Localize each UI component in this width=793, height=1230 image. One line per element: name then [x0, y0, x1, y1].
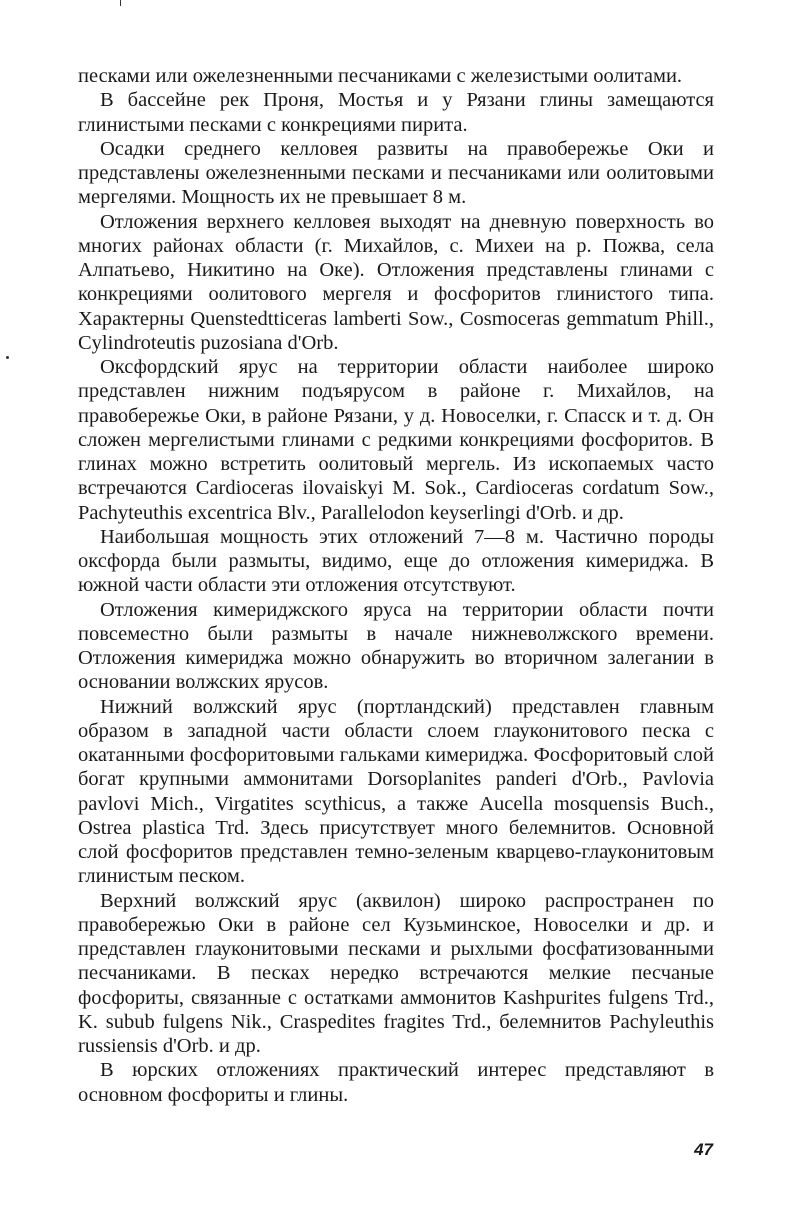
paragraph-1: песками или ожелезненными песчаниками с железистыми оолитами.: [78, 65, 683, 87]
paragraph-10: В юрских отложениях практический интерес представляют в основном фосфориты и глины.: [78, 1059, 714, 1106]
body-text: [78, 64, 714, 1107]
paragraph-3: Осадки среднего келловея развиты на правобережье Оки и представлены ожелезненными песками и песчаниками или оолитовыми мергелями. Мощность их не превышает 8 м.: [78, 137, 714, 209]
paragraph-7: Отложения кимериджского яруса на территории области почти повсеместно были размыты в начале нижневолжского времени. Отложения кимериджа можно обнаружить во вторичном залегании в основании волжских ярусов.: [78, 598, 714, 694]
paragraph-5: Оксфордский ярус на территории области наиболее широко представлен нижним подъярусом в районе г. Михайлов, на правобережье Оки, в районе Рязани, у д. Новоселки, г. Спасск и т. д. Он сложен мергелистыми глинами с редкими конкрециями фосфоритов. В глинах можно встретить оолитовый мергель. Из ископаемых часто встречаются Cardioceras ilovaiskyi M. Sok., Cardioceras cordatum Sow., Pachyteuthis excentrica Blv., Parallelodon keyserlingi d'Orb. и др.: [78, 356, 714, 524]
paragraph-2: В бассейне рек Проня, Мостья и у Рязани глины замещаются глинистыми песками с конкрециями пирита.: [78, 89, 714, 136]
paragraph-4: Отложения верхнего келловея выходят на дневную поверхность во многих районах области (г. Михайлов, с. Михеи на р. Пожва, села Алпатьево, Никитино на Оке). Отложения представлены глинами с конкрециями оолитового мергеля и фосфоритов глинистого типа. Характерны Quenstedtticeras lamberti Sow., Cosmoceras gemmatum Phill., Cylindroteutis puzosiana d'Orb.: [78, 210, 714, 354]
paragraph-8: Нижний волжский ярус (портландский) представлен главным образом в западной части области слоем глауконитового песка с окатанными фосфоритовыми гальками кимериджа. Фосфоритовый слой богат крупными аммонитами Dorsoplanites panderi d'Orb., Pavlovia pavlovi Mich., Virgatites scythicus, а также Aucella mosquensis Buch., Ostrea plastica Trd. Здесь присутствует много белемнитов. Основной слой фосфоритов представлен темно-зеленым кварцево-глауконитовым глинистым песком.: [78, 695, 714, 888]
paragraph-9: Верхний волжский ярус (аквилон) широко распространен по правобережью Оки в районе сел Кузьминское, Новоселки и др. и представлен глауконитовыми песками и рыхлыми фосфатизованными песчаниками. В песках нередко встречаются мелкие песчаные фосфориты, связанные с остатками аммонитов Kashpurites fulgens Trd., K. subub fulgens Nik., Craspedites fragites Trd., белемнитов Pachyleuthis russiensis d'Orb. и др.: [78, 889, 714, 1057]
top-edge-mark: [120, 0, 121, 6]
page-number: 47: [694, 1140, 713, 1159]
margin-dot: [6, 356, 9, 359]
paragraph-6: Наибольшая мощность этих отложений 7—8 м. Частично породы оксфорда были размыты, видимо, еще до отложения кимериджа. В южной части области эти отложения отсутствуют.: [78, 525, 714, 597]
